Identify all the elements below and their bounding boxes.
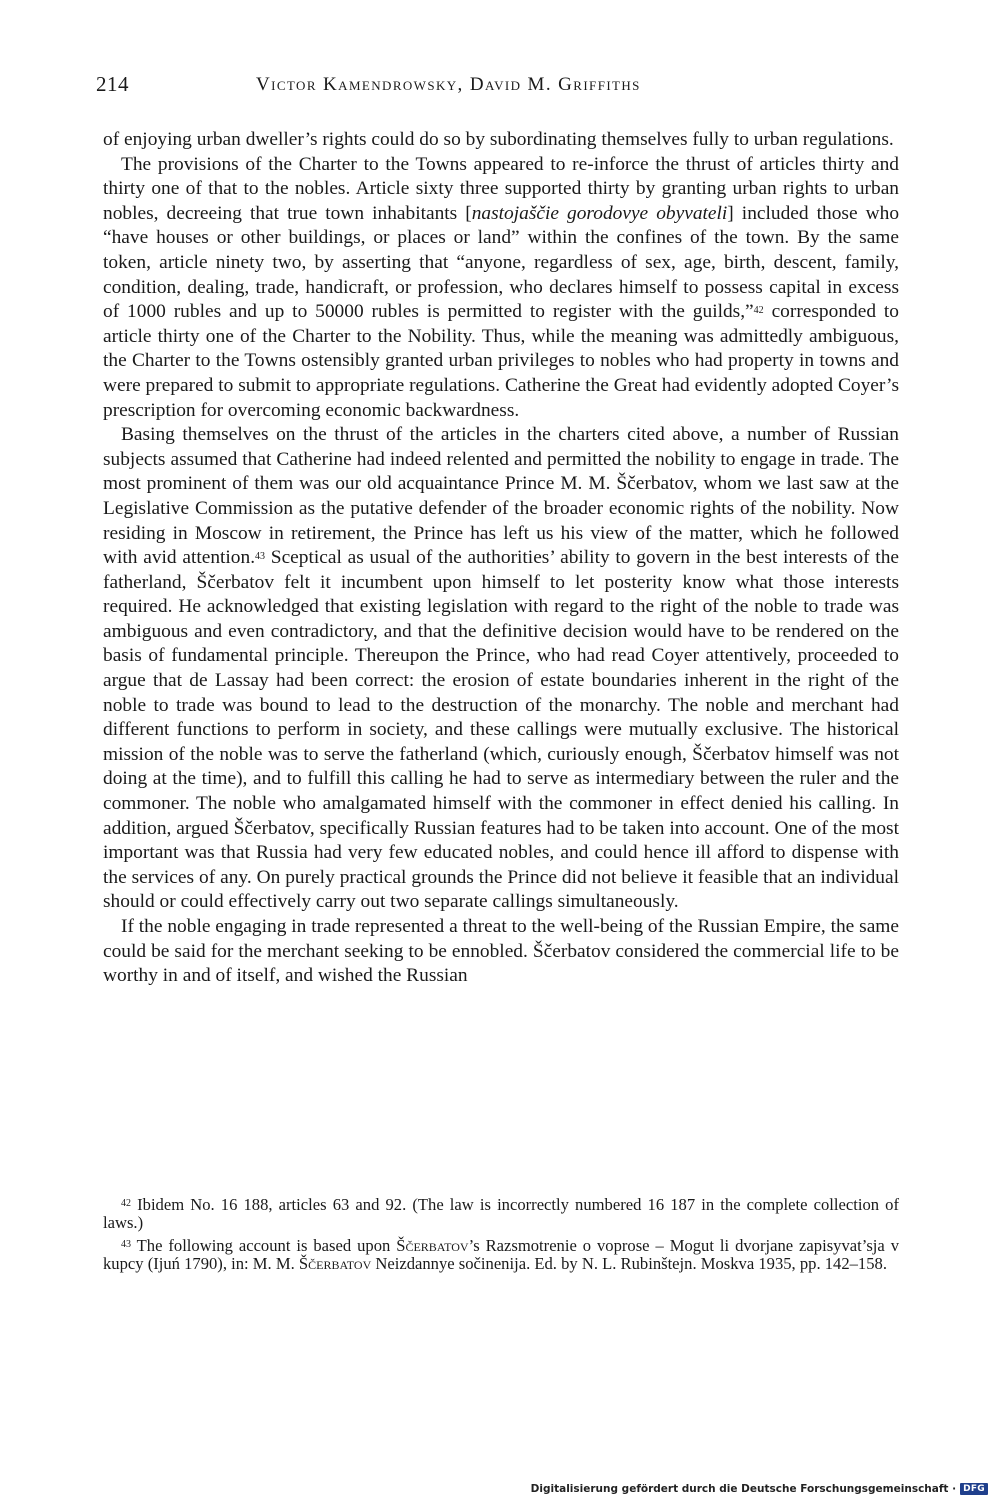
paragraph-3-text-b: Sceptical as usual of the authorities’ ability to govern in the best interests of the fatherland, Ščerbatov felt it incumbent upon himself to let posterity know what those interests required. He acknowledged that existing legislation with regard to the right of the noble to trade was ambiguous and even contradictory, and that the definitive decision would have to be rendered on the basis of fundamental principle. Thereupon the Prince, who had read Coyer attentively, proceeded to argue that de Lassay had been correct: the erosion of estate boundaries inherent in the right of the noble to trade was bound to lead to the destruction of the monarchy. The noble and merchant had different functions to perform in society, and these callings were mutually exclusive. The historical mission of the noble was to serve the fatherland (which, curiously enough, Ščerbatov himself was not doing at the time), and to fulfill this calling he had to serve as intermediary between the ruler and the commoner. The noble who amalgamated himself with the commoner in effect denied his calling. In addition, argued Ščerbatov, specifically Russian features had to be taken into account. One of the most important was that Russia had very few educated nobles, and could hence ill afford to dispense with the services of any. On purely practical grounds the Prince did not believe it feasible that an individual should or could effectively carry out two separate callings simultaneously.: [103, 547, 899, 913]
footnote-43-author-2: Ščerbatov: [298, 1254, 372, 1274]
paragraph-4-text: If the noble engaging in trade represented a threat to the well-being of the Russian Empire, the same could be said for the merchant seeking to be ennobled. Ščerbatov considered the commercial life to be worthy in and of itself, and wished the Russian: [103, 916, 899, 987]
paragraph-2-text-a: The provisions of the Charter to the Towns appeared to re-inforce the thrust of articles thirty and thirty one of that to the nobles. Article sixty three supported thirty by granting urban rights to urban nobles, decreeing that true town inhabitants [: [103, 153, 899, 224]
footnote-42-number: 42: [121, 1198, 131, 1209]
footnote-43-number: 43: [121, 1238, 131, 1250]
footnote-43: [103, 1237, 899, 1274]
running-head-authors: Victor Kamendrowsky, David M. Griffiths: [256, 74, 641, 95]
main-text: [103, 128, 899, 989]
footnote-42-text: Ibidem No. 16 188, articles 63 and 92. (The law is incorrectly numbered 16 187 in the complete collection of laws.): [103, 1195, 899, 1233]
paragraph-1-text: of enjoying urban dweller’s rights could do so by subordinating themselves fully to urban regulations.: [103, 129, 894, 150]
footnote-43-text-b: ’s Razsmotrenie o voprose – Mogut li dvorjane zapisyvat’sja v kupcy (Ijuń 1790), in: M. M.: [103, 1235, 899, 1274]
page-number: 214: [96, 72, 129, 96]
dfg-logo: DFG: [960, 1483, 988, 1495]
footnote-43-text-a: The following account is based upon: [131, 1235, 397, 1255]
footnotes: [103, 1196, 899, 1278]
digitization-note: Digitalisierung gefördert durch die Deutsche Forschungsgemeinschaft ·: [530, 1483, 957, 1495]
paragraph-4: [103, 915, 899, 989]
paragraph-2-italic-term: nastojaščie gorodovye obyvateli: [471, 202, 728, 224]
paragraph-2-text-b: ] included those who “have houses or other buildings, or places or land” within the confines of the town. By the same token, article ninety two, by asserting that “anyone, regardless of sex, age, birth, descent, family, condition, dealing, trade, handicraft, or profession, who declares himself to possess capital in excess of 1000 rubles and up to 50000 rubles is permitted to register with the guilds,”: [103, 202, 900, 323]
digitization-footer: [531, 1483, 988, 1495]
footnote-ref-42[interactable]: 42: [753, 305, 764, 317]
paragraph-2-text-c: corresponded to article thirty one of the Charter to the Nobility. Thus, while the meaning was admittedly ambiguous, the Charter to the Towns ostensibly granted urban privileges to nobles who had property in towns and were prepared to submit to appropriate regulations. Catherine the Great had evidently adopted Coyer’s prescription for overcoming economic backwardness.: [103, 301, 899, 421]
running-header: [96, 72, 900, 102]
footnote-43-author-1: Ščerbatov: [396, 1235, 469, 1255]
paragraph-2: [103, 153, 899, 424]
paragraph-3-text-a: Basing themselves on the thrust of the articles in the charters cited above, a number of Russian subjects assumed that Catherine had indeed relented and permitted the nobility to engage in trade. The most prominent of them was our old acquaintance Prince M. M. Ščerbatov, whom we last saw at the Legislative Commission as the putative defender of the broader economic rights of the nobility. Now residing in Moscow in retirement, the Prince has left us his view of the matter, which he followed with avid attention.: [103, 424, 899, 569]
footnote-42: [103, 1196, 899, 1233]
footnote-43-text-c: Neizdannye sočinenija. Ed. by N. L. Rubinštejn. Moskva 1935, pp. 142–158.: [371, 1254, 887, 1274]
paragraph-3: [103, 423, 899, 915]
paragraph-1: [103, 128, 899, 153]
footnote-ref-43[interactable]: 43: [255, 551, 266, 563]
